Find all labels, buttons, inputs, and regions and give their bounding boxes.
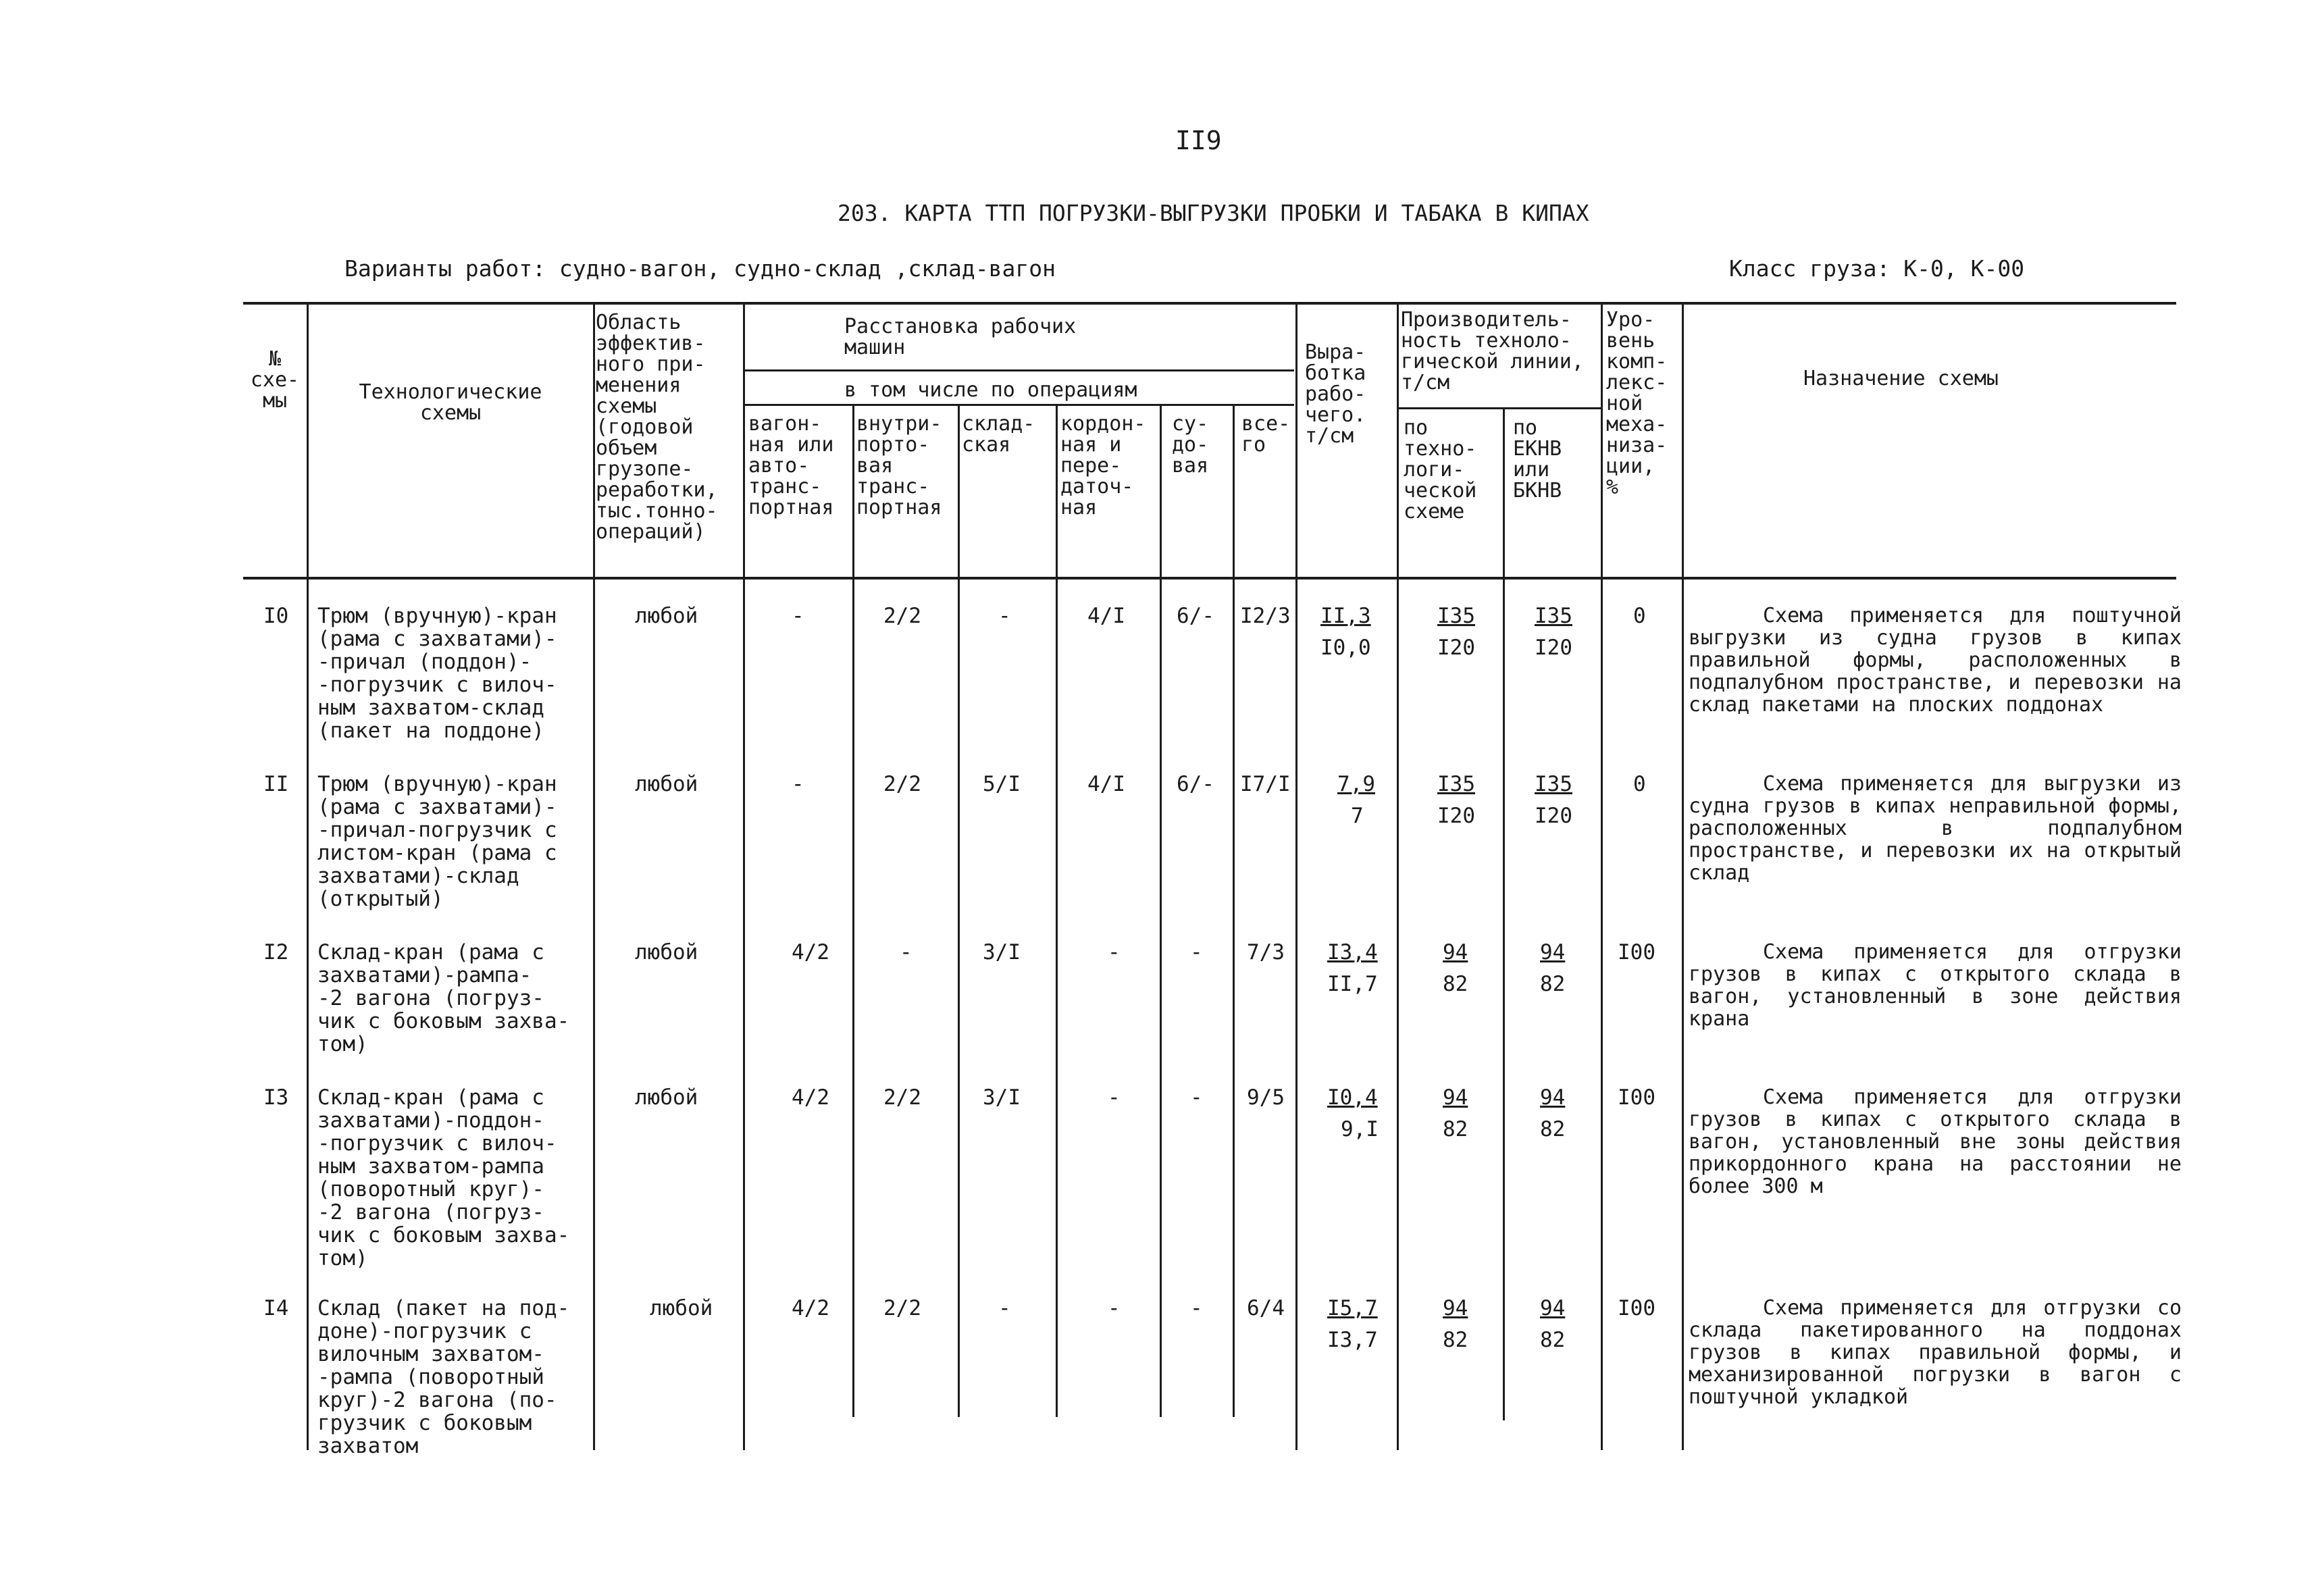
- row-output-bottom: 7: [1351, 804, 1364, 828]
- col-divider-2: [593, 302, 595, 1450]
- header-cordon-transfer: кордон- ная и пере- даточ- ная: [1060, 412, 1146, 519]
- row-intraport: 2/2: [883, 604, 921, 628]
- table-top-rule: [243, 302, 2176, 305]
- row-mechanization: 0: [1633, 772, 1646, 796]
- row-ekhnv-top: 94: [1540, 1085, 1566, 1110]
- row-tech-bottom: I20: [1437, 636, 1475, 660]
- placement-inner-rule: [743, 369, 1294, 371]
- header-scheme-number: № схе- мы: [250, 347, 300, 413]
- row-number: I3: [263, 1085, 289, 1110]
- row-ekhnv-top: I35: [1535, 604, 1572, 628]
- row-number: II: [263, 772, 289, 796]
- productivity-inner-rule: [1398, 407, 1601, 409]
- row-wagon: -: [792, 604, 804, 628]
- col-divider-13: [1682, 302, 1684, 1450]
- row-scheme: Склад-кран (рама с захватами)-рампа- -2 вагона (погруз- чик с боковым захва- том): [317, 940, 570, 1056]
- document-title: 203. КАРТА ТТП ПОГРУЗКИ-ВЫГРУЗКИ ПРОБКИ И ТАБАКА В КИПАХ: [838, 200, 1589, 226]
- row-total: 9/5: [1247, 1085, 1285, 1110]
- row-warehouse: 3/I: [983, 1085, 1021, 1110]
- operations-inner-rule: [743, 404, 1294, 406]
- row-area: любой: [635, 940, 698, 964]
- row-ekhnv-bottom: 82: [1540, 1117, 1566, 1141]
- col-divider-4: [852, 404, 854, 1417]
- row-warehouse: 3/I: [983, 940, 1021, 964]
- row-cordon: 4/I: [1087, 772, 1125, 796]
- row-ship: -: [1190, 940, 1203, 964]
- row-total: 7/3: [1247, 940, 1285, 964]
- row-scheme: Трюм (вручную)-кран (рама с захватами)- -причал (поддон)- -погрузчик с вилоч- ным захватом-склад (пакет на поддоне): [317, 604, 557, 743]
- row-cordon: -: [1108, 1296, 1121, 1320]
- row-total: I2/3: [1240, 604, 1291, 628]
- cargo-class: Класс груза: К-0, К-00: [1729, 255, 2025, 282]
- row-warehouse: -: [998, 604, 1011, 628]
- row-ekhnv-bottom: I20: [1535, 636, 1572, 660]
- row-purpose: Схема применяется для отгрузки грузов в кипах с открытого склада в вагон, установленный в зоне действия крана: [1689, 940, 2182, 1031]
- row-ship: 6/-: [1177, 772, 1214, 796]
- col-divider-1: [307, 302, 309, 1450]
- row-area: любой: [635, 772, 698, 796]
- row-total: I7/I: [1240, 772, 1291, 796]
- row-wagon: 4/2: [792, 940, 829, 964]
- header-bottom-rule: [243, 577, 2176, 580]
- row-output-bottom: II,7: [1327, 972, 1378, 996]
- row-mechanization: I00: [1618, 940, 1655, 964]
- row-output-top: I5,7: [1327, 1296, 1378, 1320]
- header-intraport-transport: внутри- порто- вая транс- портная: [856, 412, 942, 519]
- row-area: любой: [635, 1085, 698, 1110]
- row-scheme: Склад-кран (рама с захватами)-поддон- -погрузчик с вилоч- ным захватом-рампа (поворотный круг)- -2 вагона (погруз- чик с боковым захва- том): [317, 1085, 570, 1270]
- row-ekhnv-top: 94: [1540, 1296, 1566, 1320]
- row-ekhnv-top: 94: [1540, 940, 1566, 964]
- row-warehouse: -: [998, 1296, 1011, 1320]
- row-ship: 6/-: [1177, 604, 1214, 628]
- header-including-operations: в том числе по операциям: [844, 378, 1137, 402]
- row-intraport: 2/2: [883, 772, 921, 796]
- row-mechanization: I00: [1618, 1085, 1655, 1110]
- page-number: II9: [1175, 126, 1222, 155]
- row-mechanization: 0: [1633, 604, 1646, 628]
- header-wagon-transport: вагон- ная или авто- транс- портная: [748, 412, 834, 519]
- row-cordon: 4/I: [1087, 604, 1125, 628]
- header-warehouse: склад- ская: [962, 412, 1035, 457]
- row-scheme: Склад (пакет на под- доне)-погрузчик с вилочным захватом- -рампа (поворотный круг)-2 вагона (по- грузчик с боковым захватом: [317, 1296, 570, 1458]
- header-scheme-purpose: Назначение схемы: [1803, 367, 1999, 390]
- col-divider-8: [1233, 404, 1235, 1417]
- row-output-bottom: I0,0: [1320, 636, 1371, 660]
- header-by-ekhnv: по ЕКНВ или БКНВ: [1513, 416, 1562, 503]
- row-output-top: II,3: [1320, 604, 1371, 628]
- row-purpose: Схема применяется для отгрузки грузов в кипах с открытого склада в вагон, установленный вне зоны действия прикордонного крана на расстоянии не более 300 м: [1689, 1085, 2182, 1198]
- row-scheme: Трюм (вручную)-кран (рама с захватами)- -причал-погрузчик с листом-кран (рама с захватами)-склад (открытый): [317, 772, 557, 911]
- row-ship: -: [1190, 1296, 1203, 1320]
- col-divider-5: [958, 404, 960, 1417]
- row-tech-top: I35: [1437, 604, 1475, 628]
- row-area: любой: [635, 604, 698, 628]
- header-technological-schemes: Технологические схемы: [359, 380, 542, 425]
- row-tech-bottom: 82: [1443, 1328, 1468, 1352]
- row-area: любой: [650, 1296, 713, 1320]
- col-divider-3: [743, 302, 745, 1450]
- row-output-top: I3,4: [1327, 940, 1378, 964]
- row-tech-bottom: 82: [1443, 1117, 1468, 1141]
- header-application-area: Область эффектив- ного при- менения схемы (годовой объем грузопе- реработки, тыс.тонно- операций): [596, 311, 718, 544]
- row-warehouse: 5/I: [983, 772, 1021, 796]
- header-ship: су- до- вая: [1172, 412, 1209, 478]
- header-line-productivity: Производитель- ность техноло- гической линии, т/см: [1401, 308, 1584, 394]
- col-divider-6: [1056, 404, 1058, 1417]
- row-tech-bottom: I20: [1437, 804, 1475, 828]
- row-output-top: I0,4: [1327, 1085, 1378, 1110]
- col-divider-9: [1295, 302, 1297, 1450]
- row-purpose: Схема применяется для выгрузки из судна грузов в кипах неправильной формы, расположенных в подпалубном пространстве, и перевозки их на открытый склад: [1689, 772, 2182, 885]
- row-output-bottom: 9,I: [1341, 1117, 1379, 1141]
- row-intraport: 2/2: [883, 1085, 921, 1110]
- row-purpose: Схема применяется для отгрузки со склада пакетированного на поддонах грузов в кипах правильной формы, и механизированной погрузки в вагон с поштучной укладкой: [1689, 1296, 2182, 1409]
- header-by-tech-scheme: по техно- логи- ческой схеме: [1404, 416, 1477, 523]
- row-tech-top: I35: [1437, 772, 1475, 796]
- col-divider-12: [1601, 302, 1603, 1450]
- col-divider-11: [1503, 407, 1505, 1420]
- row-ekhnv-bottom: 82: [1540, 972, 1566, 996]
- row-tech-top: 94: [1443, 940, 1468, 964]
- work-variants: Варианты работ: судно-вагон, судно-склад ,склад-вагон: [344, 255, 1056, 282]
- col-divider-10: [1397, 302, 1399, 1450]
- row-number: I0: [263, 604, 289, 628]
- row-number: I2: [263, 940, 289, 964]
- row-wagon: 4/2: [792, 1085, 829, 1110]
- row-tech-top: 94: [1443, 1085, 1468, 1110]
- row-ship: -: [1190, 1085, 1203, 1110]
- row-intraport: 2/2: [883, 1296, 921, 1320]
- row-ekhnv-bottom: I20: [1535, 804, 1572, 828]
- col-divider-7: [1160, 404, 1162, 1417]
- row-purpose: Схема применяется для поштучной выгрузки из судна грузов в кипах правильной формы, расположенных в подпалубном пространстве, и перевозки на склад пакетами на плоских поддонах: [1689, 604, 2182, 717]
- row-mechanization: I00: [1618, 1296, 1655, 1320]
- row-output-bottom: I3,7: [1327, 1328, 1378, 1352]
- row-cordon: -: [1108, 940, 1121, 964]
- row-wagon: -: [792, 772, 804, 796]
- row-tech-bottom: 82: [1443, 972, 1468, 996]
- header-mechanization-level: Уро- вень комп- лекс- ной меха- низа- ции, %: [1606, 308, 1668, 499]
- row-cordon: -: [1108, 1085, 1121, 1110]
- row-ekhnv-top: I35: [1535, 772, 1572, 796]
- row-ekhnv-bottom: 82: [1540, 1328, 1566, 1352]
- row-tech-top: 94: [1443, 1296, 1468, 1320]
- row-intraport: -: [900, 940, 912, 964]
- header-total: все- го: [1241, 412, 1291, 457]
- row-total: 6/4: [1247, 1296, 1285, 1320]
- row-output-top: 7,9: [1337, 772, 1375, 796]
- row-wagon: 4/2: [792, 1296, 829, 1320]
- header-machine-placement: Расстановка рабочих машин: [844, 315, 1077, 359]
- header-worker-output: Выра- ботка рабо- чего. т/см: [1305, 340, 1366, 448]
- row-number: I4: [263, 1296, 289, 1320]
